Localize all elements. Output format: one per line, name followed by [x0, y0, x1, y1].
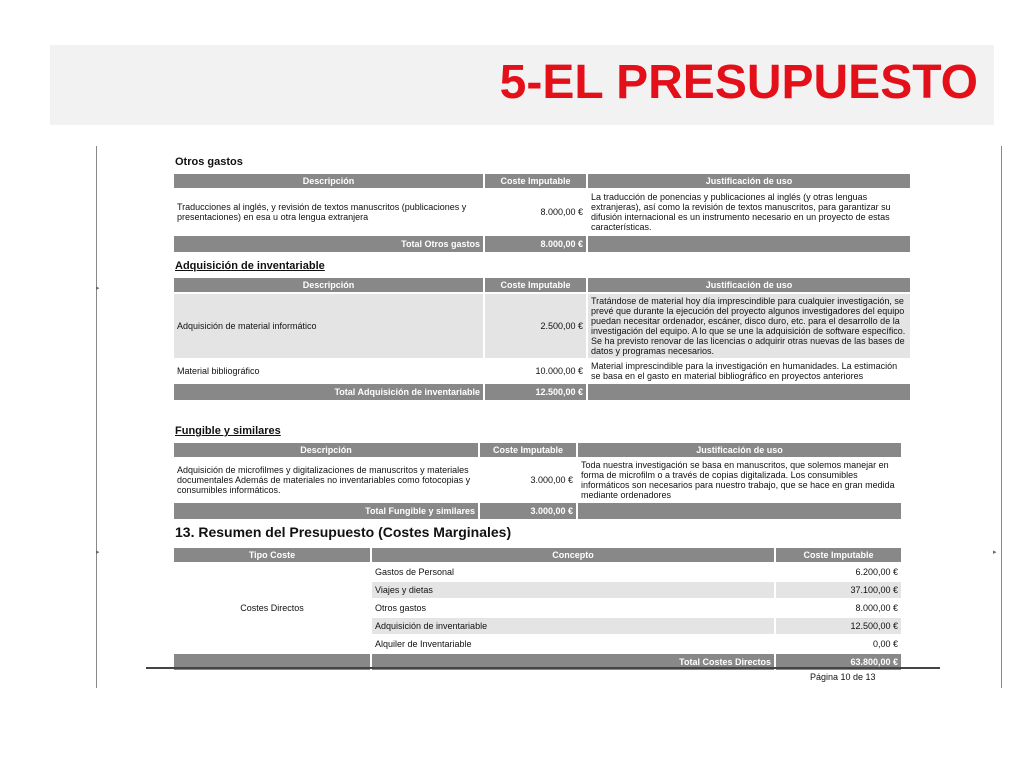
- section-heading-fungible: Fungible y similares: [175, 425, 281, 437]
- col-header-justificacion: Justificación de uso: [588, 174, 910, 188]
- cell-descripcion: Adquisición de material informático: [174, 294, 483, 358]
- total-blank: [588, 236, 910, 252]
- cell-coste: 0,00 €: [872, 639, 898, 649]
- total-label: Total Adquisición de inventariable: [174, 384, 483, 400]
- margin-arrow-icon: ▸: [96, 285, 100, 292]
- cell-descripcion: Material bibliográfico: [177, 366, 260, 376]
- summary-table: [172, 546, 903, 672]
- col-header-coste: Coste Imputable: [485, 278, 586, 292]
- total-row: [174, 503, 901, 519]
- cell-descripcion: Adquisición de microfilmes y digitalizaciones de manuscritos y materiales documentales Además de materiales no inventariables como fotocopias y consumibles informáticos.: [177, 465, 471, 495]
- cell-coste: 37.100,00 €: [776, 582, 901, 598]
- cell-concepto: Adquisición de inventariable: [372, 618, 774, 634]
- cell-coste: 3.000,00 €: [530, 475, 573, 485]
- cell-tipo-coste: Costes Directos: [240, 603, 304, 613]
- cell-descripcion: Traducciones al inglés, y revisión de textos manuscritos (publicaciones y presentaciones) en esa u otra lengua extranjera: [177, 202, 467, 222]
- total-label: Total Costes Directos: [372, 654, 774, 670]
- col-header-justificacion: Justificación de uso: [578, 443, 901, 457]
- col-header-descripcion: Descripción: [174, 443, 478, 457]
- cell-coste: 10.000,00 €: [535, 366, 583, 376]
- total-value: 8.000,00 €: [485, 236, 586, 252]
- cell-concepto: Viajes y dietas: [372, 582, 774, 598]
- table-row: [174, 564, 901, 580]
- total-value: 12.500,00 €: [485, 384, 586, 400]
- table-row: [174, 459, 901, 501]
- col-header-descripcion: Descripción: [174, 278, 483, 292]
- total-row: [174, 236, 910, 252]
- table-row: [174, 360, 910, 382]
- cell-coste: 8.000,00 €: [855, 603, 898, 613]
- col-header-coste: Coste Imputable: [776, 548, 901, 562]
- col-header-justificacion: Justificación de uso: [588, 278, 910, 292]
- slide-title: 5-EL PRESUPUESTO: [499, 56, 978, 109]
- section-heading-otros-gastos: Otros gastos: [175, 156, 243, 168]
- total-label: Total Fungible y similares: [174, 503, 478, 519]
- cell-coste: 2.500,00 €: [485, 294, 586, 358]
- otros-gastos-table: [172, 172, 912, 254]
- cell-justificacion: Tratándose de material hoy día imprescindible para cualquier investigación, se prevé que durante la ejecución del proyecto algunos investigadores del equipo puedan necesitar ordenador, escáner, disco duro, etc. para el desarrollo de la investigación del equipo. A lo que se une la adquisición de software específico. Se ha previsto renovar de las licencias o adquirir otras nuevas de las bases de datos y programas necesarios.: [588, 294, 910, 358]
- page-number: Página 10 de 13: [810, 672, 876, 682]
- margin-arrow-icon: ▸: [96, 549, 100, 556]
- summary-title: 13. Resumen del Presupuesto (Costes Marginales): [175, 524, 512, 540]
- col-header-tipo: Tipo Coste: [174, 548, 370, 562]
- cell-coste: 6.200,00 €: [855, 567, 898, 577]
- cell-justificacion: Material imprescindible para la investigación en humanidades. La estimación se basa en el gasto en material bibliográfico en proyectos anteriores: [591, 361, 898, 381]
- cell-coste: 8.000,00 €: [540, 207, 583, 217]
- col-header-coste: Coste Imputable: [480, 443, 576, 457]
- margin-arrow-icon: ▸: [993, 549, 997, 556]
- total-label: Total Otros gastos: [174, 236, 483, 252]
- section-heading-inventariable: Adquisición de inventariable: [175, 260, 325, 272]
- cell-concepto: Gastos de Personal: [375, 567, 455, 577]
- footer-divider: [146, 667, 940, 669]
- title-band: [50, 45, 994, 125]
- table-row: [174, 294, 910, 358]
- total-row: [174, 384, 910, 400]
- inventariable-table: [172, 276, 912, 402]
- col-header-concepto: Concepto: [372, 548, 774, 562]
- total-value: 63.800,00 €: [776, 654, 901, 670]
- cell-concepto: Alquiler de Inventariable: [375, 639, 472, 649]
- total-blank: [588, 384, 910, 400]
- col-header-descripcion: Descripción: [174, 174, 483, 188]
- cell-concepto: Otros gastos: [375, 603, 427, 613]
- cell-justificacion: Toda nuestra investigación se basa en manuscritos, que solemos manejar en forma de microfilm o a través de copias digitalizada. Los consumibles informáticos son necesarios para nuestro trabajo, que se hace en gran medida mediante ordenadores: [581, 460, 895, 500]
- table-row: [174, 190, 910, 234]
- fungible-table: [172, 441, 903, 521]
- col-header-coste: Coste Imputable: [485, 174, 586, 188]
- cell-coste: 12.500,00 €: [776, 618, 901, 634]
- total-value: 3.000,00 €: [480, 503, 576, 519]
- cell-justificacion: La traducción de ponencias y publicaciones al inglés (y otras lenguas extranjeras), así como la revisión de textos manuscritos, para garantizar su difusión internacional es un instrumento necesario en un proyecto de estas características.: [591, 192, 891, 232]
- total-blank: [578, 503, 901, 519]
